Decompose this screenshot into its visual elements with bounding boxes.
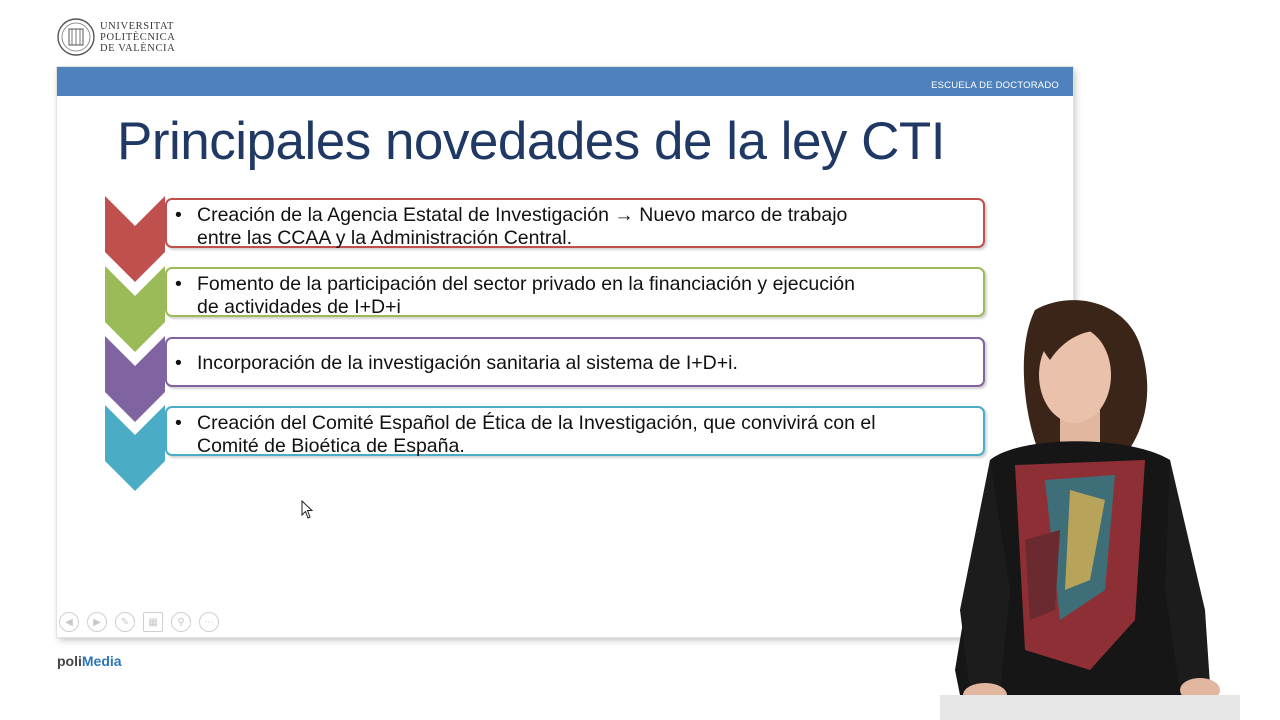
list-item-2-text (175, 273, 977, 319)
list-item-4-line-1: Creación del Comité Español de Ética de la Investigación, que convivirá con el (197, 412, 876, 434)
list-item-1-line-2: entre las CCAA y la Administración Central. (197, 227, 572, 249)
presenter-image (930, 290, 1240, 720)
list-item-2 (165, 267, 985, 317)
chevron-marker-4 (105, 405, 165, 491)
logo-line-2: POLITÈCNICA (100, 31, 176, 43)
list-item-4 (165, 406, 985, 456)
zoom-icon[interactable]: ⚲ (171, 612, 191, 632)
bullet-1: • (175, 204, 182, 226)
previous-icon[interactable]: ◀ (59, 612, 79, 632)
university-logo (57, 18, 175, 56)
list-item-2-line-1: Fomento de la participación del sector privado en la financiación y ejecución (197, 273, 855, 295)
list-item-3 (165, 337, 985, 387)
list-item-3-text (175, 352, 977, 375)
bullet-4: • (175, 412, 182, 434)
list-item-1-line-1: Creación de la Agencia Estatal de Investigación → Nuevo marco de trabajo (197, 204, 848, 226)
mouse-cursor-icon (301, 500, 315, 520)
brand-suffix: Media (81, 653, 122, 669)
brand-prefix: poli (57, 653, 82, 669)
bullet-2: • (175, 273, 182, 295)
polimedia-logo (57, 653, 122, 669)
list-item-3-line-1: Incorporación de la investigación sanitaria al sistema de I+D+i. (197, 352, 738, 374)
chevron-shape-4 (105, 405, 165, 491)
pen-icon[interactable]: ✎ (115, 612, 135, 632)
list-item-4-line-2: Comité de Bioética de España. (197, 435, 465, 457)
header-label: ESCUELA DE DOCTORADO (931, 80, 1059, 91)
logo-line-1: UNIVERSITAT (100, 20, 175, 32)
list-item-1 (165, 198, 985, 248)
logo-line-3: DE VALÈNCIA (100, 42, 176, 54)
next-icon[interactable]: ▶ (87, 612, 107, 632)
bullet-3: • (175, 352, 182, 374)
slide-header-bar (57, 67, 1073, 96)
slide-title: Principales novedades de la ley CTI (117, 112, 946, 171)
list-item-1-text (175, 204, 977, 250)
presentation-slide (57, 67, 1073, 637)
university-seal-icon (57, 18, 95, 56)
slideshow-controls (59, 612, 219, 632)
slides-grid-icon[interactable]: ▦ (143, 612, 163, 632)
more-icon[interactable]: ⋯ (199, 612, 219, 632)
list-item-4-text (175, 412, 977, 458)
list-item-2-line-2: de actividades de I+D+i (197, 296, 401, 318)
